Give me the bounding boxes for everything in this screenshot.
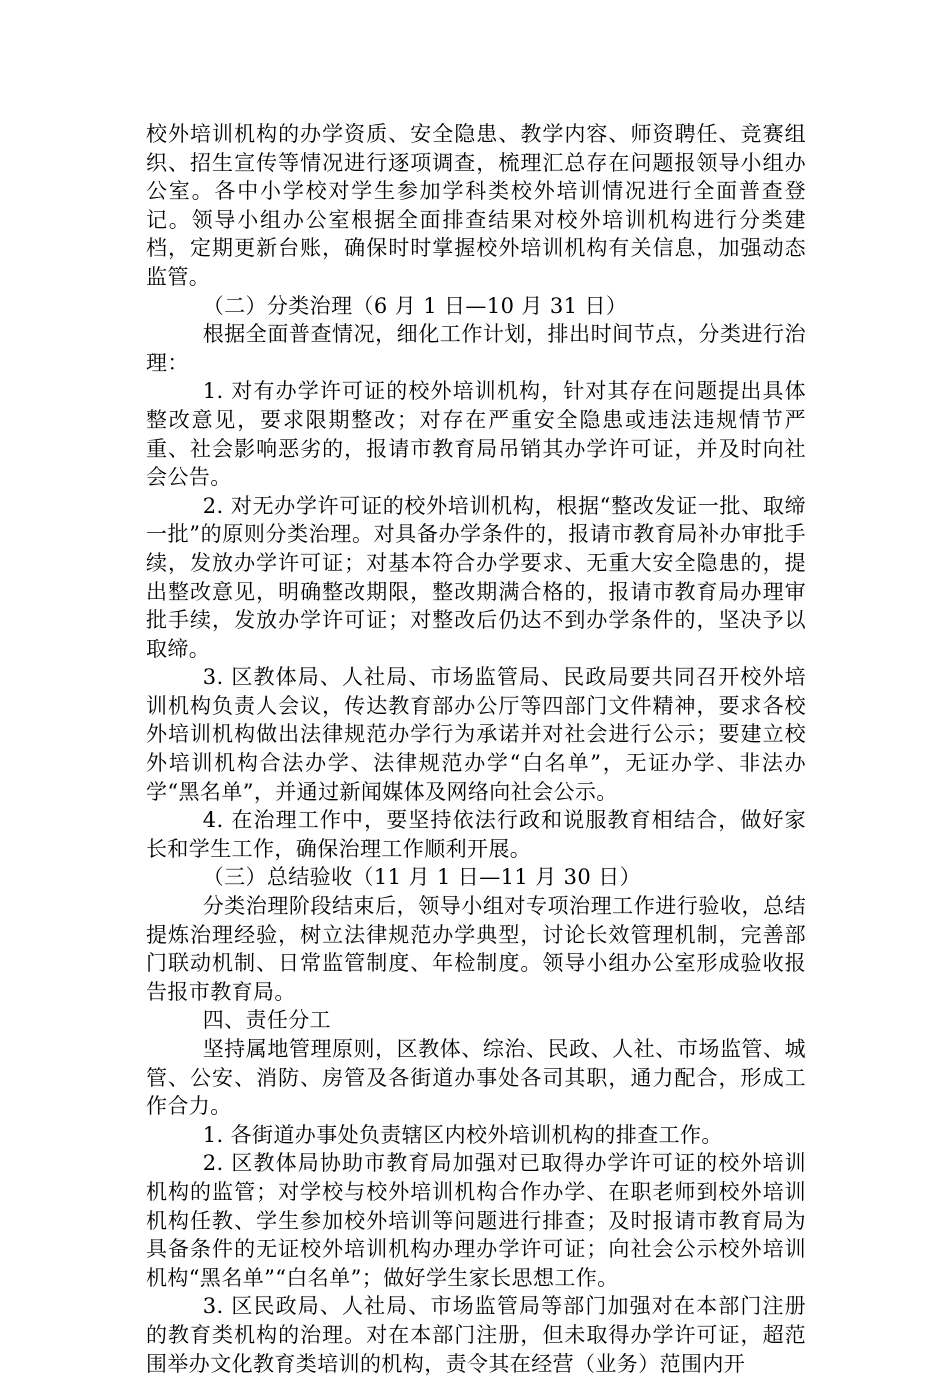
paragraph-duty-2: 2. 区教体局协助市教育局加强对已取得办学许可证的校外培训机构的监管；对学校与校外培训机构合作办学、在职老师到校外培训机构任教、学生参加校外培训等问题进行排查；及时报请市教育局为具备条件的无证校外培训机构办理办学许可证；向社会公示校外培训机构“黑名单”“白名单”；做好学生家长思想工作。 [146,1151,806,1290]
paragraph-classified-intro: 根据全面普查情况，细化工作计划，排出时间节点，分类进行治理： [146,322,806,375]
paragraph-investigation-continued: 校外培训机构的办学资质、安全隐患、教学内容、师资聘任、竞赛组织、招生宣传等情况进行逐项调查，梳理汇总存在问题报领导小组办公室。各中小学校对学生参加学科类校外培训情况进行全面普查登记。领导小组办公室根据全面排查结果对校外培训机构进行分类建档，定期更新台账，确保时时掌握校外培训机构有关信息，加强动态监管。 [146,122,806,289]
heading-responsibility: 四、责任分工 [202,1008,332,1033]
paragraph-item-3: 3. 区教体局、人社局、市场监管局、民政局要共同召开校外培训机构负责人会议，传达教育部办公厅等四部门文件精神，要求各校外培训机构做出法律规范办学行为承诺并对社会进行公示；要建立校外培训机构合法办学、法律规范办学“白名单”，无证办学、非法办学“黑名单”，并通过新闻媒体及网络向社会公示。 [146,665,806,804]
paragraph-item-2: 2. 对无办学许可证的校外培训机构，根据“整改发证一批、取缔一批”的原则分类治理。对具备办学条件的，报请市教育局补办审批手续，发放办学许可证；对基本符合办学要求、无重大安全隐患的，提出整改意见，明确整改期限，整改期满合格的，报请市教育局办理审批手续，发放办学许可证；对整改后仍达不到办学条件的，坚决予以取缔。 [146,493,806,661]
document-page [146,120,806,1378]
paragraph-duty-1: 1. 各街道办事处负责辖区内校外培训机构的排查工作。 [202,1122,723,1147]
heading-classified-governance: （二）分类治理（6 月 1 日—10 月 31 日） [202,293,628,318]
paragraph-summary: 分类治理阶段结束后，领导小组对专项治理工作进行验收，总结提炼治理经验，树立法律规范办学典型，讨论长效管理机制，完善部门联动机制、日常监管制度、年检制度。领导小组办公室形成验收报告报市教育局。 [146,894,806,1004]
heading-summary-acceptance: （三）总结验收（11 月 1 日—11 月 30 日） [202,865,642,890]
paragraph-item-1: 1. 对有办学许可证的校外培训机构，针对其存在问题提出具体整改意见，要求限期整改；对存在严重安全隐患或违法违规情节严重、社会影响恶劣的，报请市教育局吊销其办学许可证，并及时向社会公告。 [146,379,806,490]
paragraph-responsibility-intro: 坚持属地管理原则，区教体、综治、民政、人社、市场监管、城管、公安、消防、房管及各街道办事处各司其职，通力配合，形成工作合力。 [146,1037,806,1119]
paragraph-duty-3: 3. 区民政局、人社局、市场监管局等部门加强对在本部门注册的教育类机构的治理。对在本部门注册，但未取得办学许可证，超范围举办文化教育类培训的机构，责令其在经营（业务）范围内开 [146,1294,806,1376]
paragraph-item-4: 4. 在治理工作中，要坚持依法行政和说服教育相结合，做好家长和学生工作，确保治理工作顺利开展。 [146,808,806,861]
